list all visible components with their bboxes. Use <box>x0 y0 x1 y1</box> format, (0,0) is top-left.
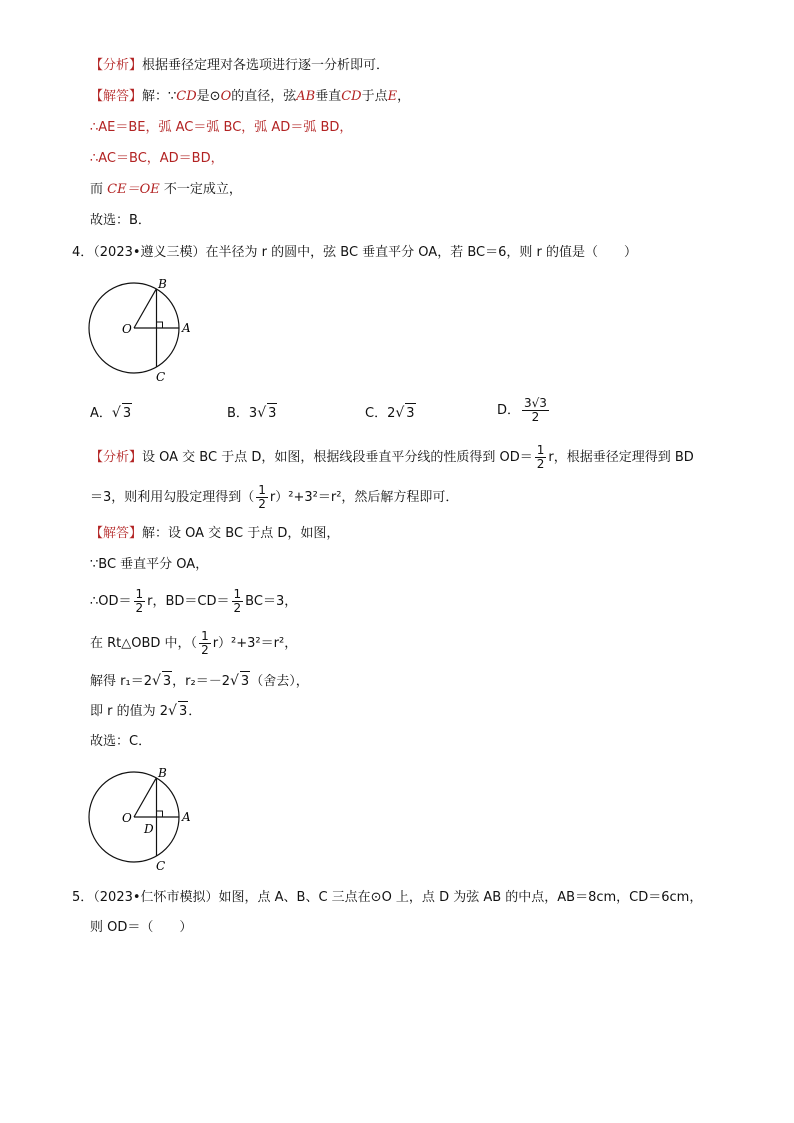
text: 即 r 的值为 2 <box>90 704 169 719</box>
q4-solution-line-3 <box>90 588 297 615</box>
sqrt-sign: √ <box>151 673 161 689</box>
numerator: 1 <box>201 629 209 643</box>
numerator: 3√3 <box>524 396 547 410</box>
sqrt-sign: √ <box>257 405 267 421</box>
fraction <box>522 397 549 424</box>
denominator: 2 <box>201 643 209 657</box>
denominator: 2 <box>233 601 242 615</box>
denominator: 2 <box>258 497 266 511</box>
denominator: 2 <box>531 410 540 424</box>
denominator: 2 <box>135 601 144 615</box>
sqrt-sign: √ <box>111 405 121 421</box>
solution-line-3: ∴AC＝BC，AD＝BD， <box>90 151 224 166</box>
q4-solution-line-4 <box>90 630 297 657</box>
solution-line-1 <box>90 87 410 107</box>
right-angle-mark <box>157 811 163 817</box>
segment-ob <box>134 289 157 328</box>
q4-analysis-line-2 <box>90 484 458 511</box>
denominator: 2 <box>536 457 545 471</box>
question-4-stem: 4．（2023•遵义三模）在半径为 r 的圆中，弦 BC 垂直平分 OA，若 BC＝6，则 r 的值是（ ） <box>72 245 637 260</box>
analysis-line <box>90 56 389 76</box>
label-o: O <box>122 811 132 825</box>
sqrt-sign: √ <box>168 703 177 719</box>
text: 于点 <box>361 89 388 104</box>
circle-figure-1 <box>86 276 196 386</box>
label-o: O <box>122 322 132 336</box>
text: 不一定成立， <box>159 182 242 197</box>
option-letter: C． <box>365 406 388 421</box>
q4-solution-line-6 <box>90 701 201 722</box>
option-c[interactable] <box>365 403 416 424</box>
math: AB <box>296 89 316 104</box>
text: 在 Rt△OBD 中，（ <box>90 636 198 651</box>
q4-solution-line-5 <box>90 671 309 692</box>
numerator: 1 <box>258 483 266 497</box>
coefficient: 3 <box>248 406 258 421</box>
math: CD <box>341 89 362 104</box>
text: 设 OA 交 BC 于点 D，如图，根据线段垂直平分线的性质得到 OD＝ <box>142 450 533 465</box>
fraction <box>232 588 244 615</box>
text: 而 <box>90 182 108 197</box>
math: CD <box>176 89 197 104</box>
numerator: 1 <box>135 587 144 601</box>
radicand: 3 <box>405 403 415 424</box>
segment-ob <box>134 778 157 817</box>
answer-line: 故选：B． <box>90 213 151 228</box>
radicand: 3 <box>162 671 172 692</box>
coefficient: 2 <box>387 406 396 421</box>
analysis-text: 根据垂径定理对各选项进行逐一分析即可． <box>142 58 390 73</box>
option-letter: B． <box>227 406 249 421</box>
text: （舍去）， <box>250 674 309 689</box>
text: r）²+3²＝r²，然后解方程即可． <box>269 490 459 505</box>
text: ＝3，则利用勾股定理得到（ <box>90 490 255 505</box>
text: 解：设 OA 交 BC 于点 D，如图， <box>142 526 340 541</box>
radicand: 3 <box>267 403 277 424</box>
q4-answer-line: 故选：C． <box>90 734 152 749</box>
option-b[interactable] <box>227 403 277 424</box>
option-a[interactable] <box>90 403 132 424</box>
solution-tag: 【解答】 <box>90 89 143 104</box>
option-letter: D． <box>497 403 521 418</box>
label-a: A <box>182 810 191 824</box>
question-5-stem-2: 则 OD＝（ ） <box>90 920 193 935</box>
numerator: 1 <box>536 443 545 457</box>
numerator: 1 <box>233 587 242 601</box>
text: ， <box>397 89 411 104</box>
analysis-tag: 【分析】 <box>90 450 143 465</box>
text: 解：∵ <box>142 89 177 104</box>
text: r）²+3²＝r²， <box>212 636 298 651</box>
text: ∴OD＝ <box>90 594 132 609</box>
solution-line-4 <box>90 180 242 200</box>
text: 是⊙ <box>196 89 221 104</box>
label-d: D <box>144 822 154 836</box>
sqrt-sign: √ <box>230 673 239 689</box>
math: CE＝OE <box>107 182 160 197</box>
analysis-tag: 【分析】 <box>90 58 143 73</box>
fraction <box>199 630 211 657</box>
right-angle-mark <box>157 322 163 328</box>
solution-tag: 【解答】 <box>90 526 143 541</box>
q4-solution-line-1 <box>90 524 339 544</box>
option-letter: A． <box>90 406 112 421</box>
fraction <box>134 588 146 615</box>
solution-line-2: ∴AE＝BE，弧 AC＝弧 BC，弧 AD＝弧 BD， <box>90 120 353 135</box>
q4-analysis-line-1 <box>90 444 694 471</box>
circle-figure-2 <box>86 765 196 875</box>
text: ，r₂＝－2 <box>172 674 230 689</box>
radicand: 3 <box>178 701 188 722</box>
text: 垂直 <box>315 89 342 104</box>
fraction <box>535 444 547 471</box>
math: O <box>220 89 232 104</box>
text: BC＝3， <box>245 594 298 609</box>
label-c: C <box>156 370 166 384</box>
option-d[interactable] <box>497 397 551 424</box>
text: r，BD＝CD＝ <box>147 594 230 609</box>
sqrt-sign: √ <box>395 405 405 421</box>
label-b: B <box>158 766 167 780</box>
text: 解得 r₁＝2 <box>90 674 152 689</box>
label-b: B <box>158 277 167 291</box>
math: E <box>387 89 398 104</box>
text: r，根据垂径定理得到 BD <box>548 450 694 465</box>
text: ． <box>188 704 202 719</box>
fraction <box>256 484 268 511</box>
label-c: C <box>156 859 166 873</box>
question-5-stem: 5．（2023•仁怀市模拟）如图，点 A、B、C 三点在⊙O 上，点 D 为弦 AB 的中点，AB＝8cm，CD＝6cm， <box>72 890 703 905</box>
label-a: A <box>182 321 191 335</box>
q4-solution-line-2: ∵BC 垂直平分 OA， <box>90 557 209 572</box>
text: 的直径，弦 <box>231 89 297 104</box>
radicand: 3 <box>122 403 132 424</box>
radicand: 3 <box>240 671 250 692</box>
